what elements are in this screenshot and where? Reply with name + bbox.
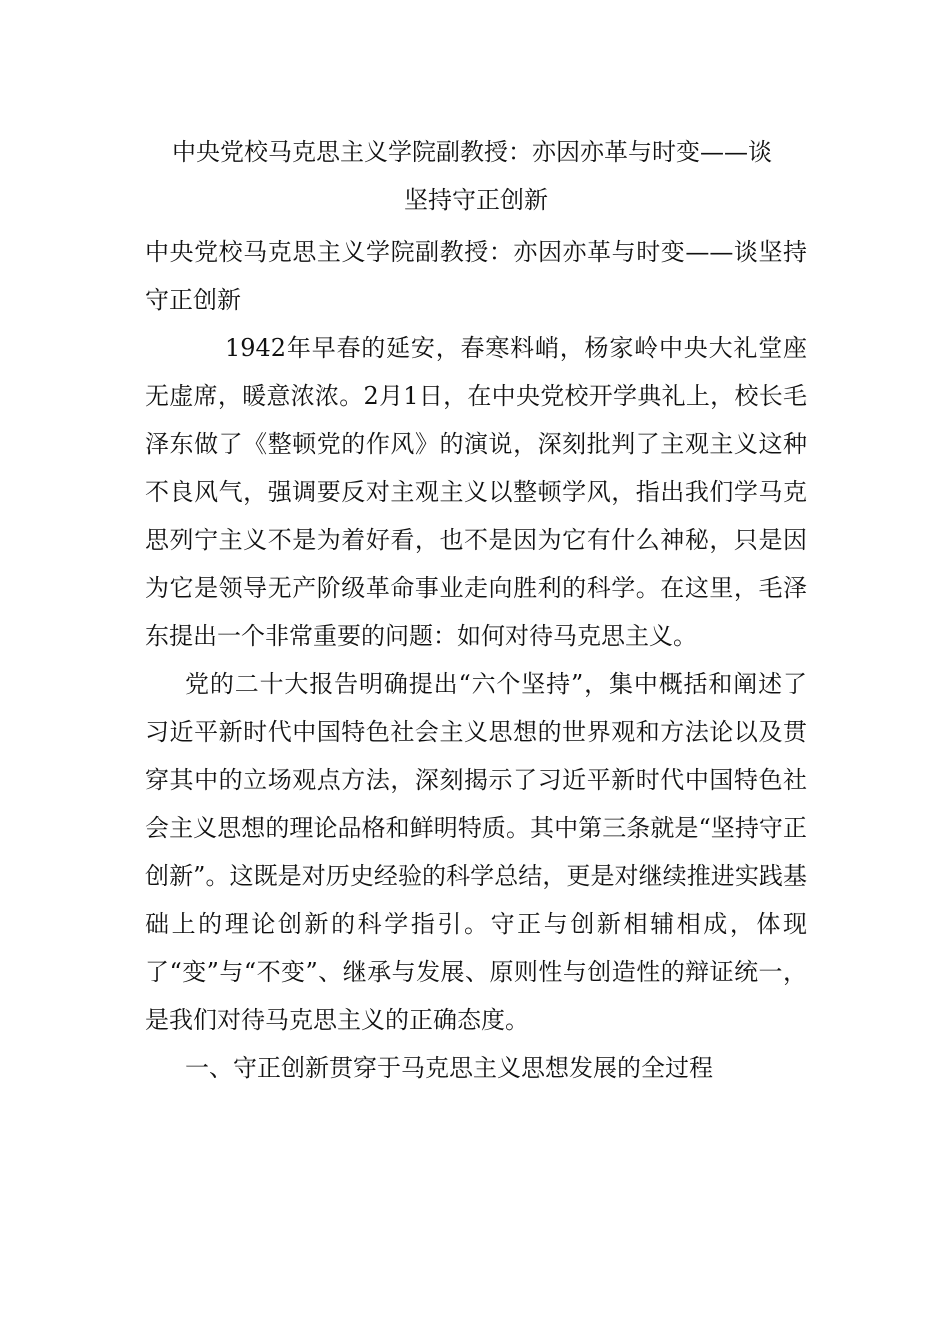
body-paragraph-2: 党的二十大报告明确提出“六个坚持”，集中概括和阐述了习近平新时代中国特色社会主义思想的世界观和方法论以及贯穿其中的立场观点方法，深刻揭示了习近平新时代中国特色社会主义思想的理论品格和鲜明特质。其中第三条就是“坚持守正创新”。这既是对历史经验的科学总结，更是对继续推进实践基础上的理论创新的科学指引。守正与创新相辅相成，体现了“变”与“不变”、继承与发展、原则性与创造性的辩证统一，是我们对待马克思主义的正确态度。 [145, 670, 807, 1034]
section-heading: 一、守正创新贯穿于马克思主义思想发展的全过程 [185, 1054, 713, 1082]
document-title [145, 128, 807, 224]
title-line-2: 坚持守正创新 [404, 186, 548, 214]
title-line-1: 中央党校马克思主义学院副教授：亦因亦革与时变——谈 [172, 138, 772, 166]
document-subtitle: 中央党校马克思主义学院副教授：亦因亦革与时变——谈坚持守正创新 [145, 238, 807, 314]
body-paragraph-1: 1942年早春的延安，春寒料峭，杨家岭中央大礼堂座无虚席，暖意浓浓。2月1日，在中央党校开学典礼上，校长毛泽东做了《整顿党的作风》的演说，深刻批判了主观主义这种不良风气，强调要反对主观主义以整顿学风，指出我们学马克思列宁主义不是为着好看，也不是因为它有什么神秘，只是因为它是领导无产阶级革命事业走向胜利的科学。在这里，毛泽东提出一个非常重要的问题：如何对待马克思主义。 [145, 334, 807, 650]
document-page [145, 128, 807, 1092]
